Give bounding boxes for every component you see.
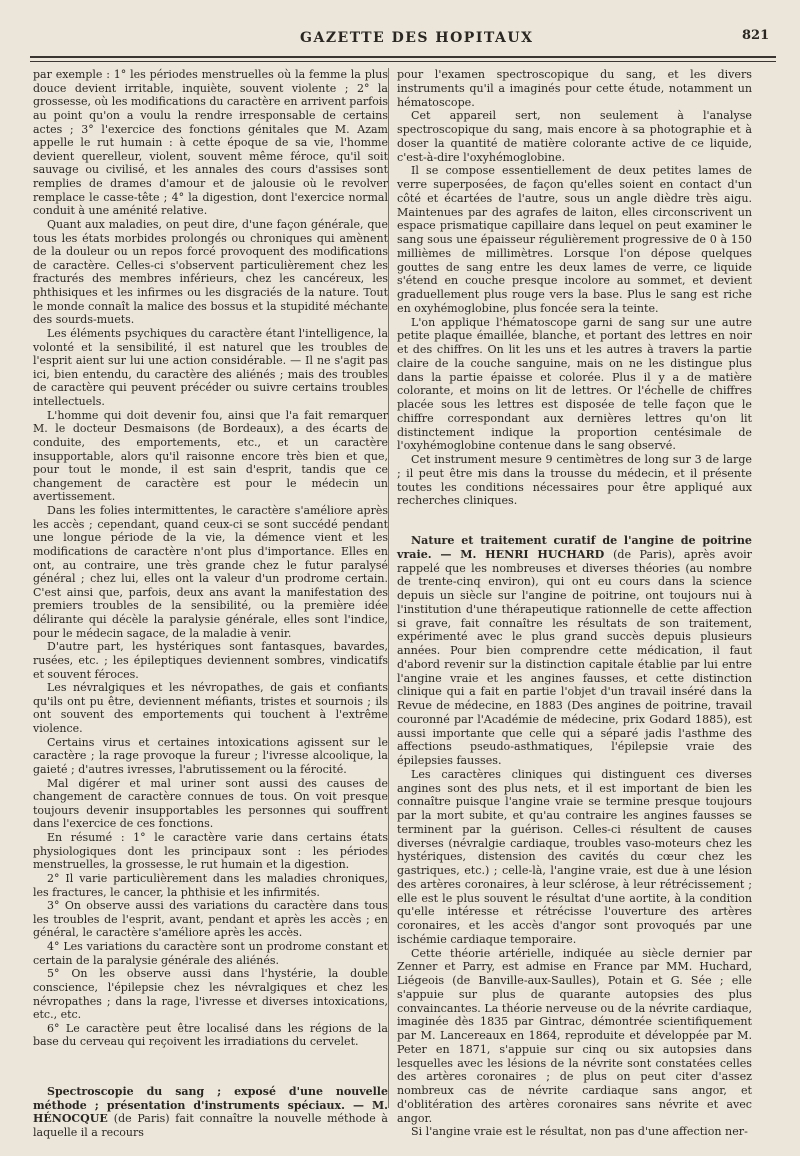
paragraph: 3° On observe aussi des variations du caractère dans tous les troubles de l'esprit, avant, pendant et après les accès ; en général, le caractère s'améliore après les accès. <box>33 899 388 940</box>
section-lead: (de Paris) fait connaître la nouvelle méthode à laquelle il a recours <box>33 1112 388 1139</box>
paragraph: L'on applique l'hématoscope garni de sang sur une autre petite plaque émaillée, blanche, et portant des lettres en noir et des chiffres. On lit les uns et les autres à travers la partie claire de la couche sanguine, mais on ne les distingue plus dans la partie épaisse et colorée. Plus il y a de matière colorante, et moins on lit de lettres. Or l'échelle de chiffres placée sous les lettres est disposée de telle façon que le chiffre correspondant aux dernières lettres qu'on lit distinctement indique la proportion centésimale de l'oxyhémoglobine contenue dans le sang observé. <box>397 315 752 453</box>
paragraph: Les caractères cliniques qui distinguent ces diverses angines sont des plus nets, et il est important de bien les connaître puisque l'angine vraie se termine presque toujours par la mort subite, et qu'au contraire les angines fausses se terminent par la guérison. Celles-ci résultent de causes diverses (névralgie cardiaque, troubles vaso-moteurs chez les hystériques, distension des cavités du cœur chez les gastriques, etc.) ; celle-là, l'angine vraie, est due à une lésion des artères coronaires, à leur sclérose, à leur rétrécissement ; elle est le plus souvent le résultat d'une aortite, à la condition qu'elle intéresse et rétrécisse l'ouverture des artères coronaires, et les accès d'angor sont provoqués par une ischémie cardiaque temporaire. <box>397 767 752 946</box>
right-column <box>397 68 752 1139</box>
paragraph: Cette théorie artérielle, indiquée au siècle dernier par Zenner et Parry, est admise en France par MM. Huchard, Liégeois (de Banville-aux-Saulles), Potain et G. Sée ; elle s'appuie sur plus de quarante autopsies des plus convaincantes. La théorie nerveuse ou de la névrite cardiaque, imaginée dès 1835 par Gintrac, démontrée scientifiquement par M. Lancereaux en 1864, reproduite et développée par M. Peter en 1871, s'appuie sur cinq ou six autopsies dans lesquelles avec les lésions de la névrite sont constatées celles des artères coronaires ; de plus on peut citer d'assez nombreux cas de névrite cardiaque sans angor, et d'oblitération des artères coronaires sans névrite et avec angor. <box>397 946 752 1125</box>
paragraph: Les éléments psychiques du caractère étant l'intelligence, la volonté et la sensibilité, il est naturel que les troubles de l'esprit aient sur lui une action considérable. — Il ne s'agit pas ici, bien entendu, du caractère des aliénés ; mais des troubles de caractère qui peuvent précéder ou suivre certains troubles intellectuels. <box>33 326 388 408</box>
paragraph: Mal digérer et mal uriner sont aussi des causes de changement de caractère connues de tous. On voit presque toujours devenir insupportables les personnes qui souffrent dans l'exercice de ces fonctions. <box>33 776 388 831</box>
section-author: — M. HÉNOCQUE <box>33 1098 388 1126</box>
section-title: Nature et traitement curatif de l'angine de poitrine vraie. <box>397 534 752 561</box>
section-author: — M. HENRI HUCHARD <box>440 547 605 561</box>
section-heading <box>33 1085 388 1140</box>
paragraph: 4° Les variations du caractère sont un prodrome constant et certain de la paralysie générale des aliénés. <box>33 940 388 967</box>
paragraph: 6° Le caractère peut être localisé dans les régions de la base du cerveau qui reçoivent les irradiations du cervelet. <box>33 1021 388 1049</box>
paragraph: Cet appareil sert, non seulement à l'analyse spectroscopique du sang, mais encore à sa photographie et à doser la quantité de matière colorante active de ce liquide, c'est-à-dire l'oxyhémoglobine. <box>397 109 752 164</box>
paragraph: Les névralgiques et les névropathes, de gais et confiants qu'ils ont pu être, deviennent méfiants, tristes et sournois ; ils ont souvent des emportements qui touchent à l'extrême violence. <box>33 681 388 735</box>
header-rule <box>30 56 776 58</box>
column-divider <box>388 68 389 1108</box>
paragraph: 2° Il varie particulièrement dans les maladies chroniques, les fractures, le cancer, la phthisie et les infirmités. <box>33 871 388 899</box>
paragraph: L'homme qui doit devenir fou, ainsi que l'a fait remarquer M. le docteur Desmaisons (de Bordeaux), a des écarts de conduite, des emportements, etc., et un caractère insupportable, alors qu'il raisonne encore très bien et que, pour tout le monde, il est sain d'esprit, tandis que ce changement de caractère est pour le médecin un avertissement. <box>33 408 388 504</box>
header-rule-thin <box>30 61 776 62</box>
paragraph: Cet instrument mesure 9 centimètres de long sur 3 de large ; il peut être mis dans la trousse du médecin, et il présente toutes les conditions nécessaires pour être appliqué aux recherches cliniques. <box>397 453 752 508</box>
running-head <box>0 26 800 52</box>
paragraph: Il se compose essentiellement de deux petites lames de verre superposées, de façon qu'elles soient en contact d'un côté et écartées de l'autre, sous un angle dièdre très aigu. Maintenues par des agrafes de laiton, elles circonscrivent un espace prismatique capillaire dans lequel on peut examiner le sang sous une épaisseur régulièrement progressive de 0 à 150 millièmes de millimètres. Lorsque l'on dépose quelques gouttes de sang entre les deux lames de verre, ce liquide s'étend en couche presque incolore au sommet, et devient graduellement plus rouge vers la base. Plus le sang est riche en oxyhémoglobine, plus foncée sera la teinte. <box>397 164 752 315</box>
left-column <box>33 68 388 1140</box>
paragraph: 5° On les observe aussi dans l'hystérie, la double conscience, l'épilepsie chez les névralgiques et chez les névropathes ; dans la rage, l'ivresse et diverses intoxications, etc., etc. <box>33 967 388 1022</box>
section-title: Spectroscopie du sang ; exposé d'une nouvelle méthode ; présentation d'instruments spéciaux. <box>33 1085 388 1112</box>
page-number: 821 <box>742 28 770 43</box>
paragraph: D'autre part, les hystériques sont fantasques, bavardes, rusées, etc. ; les épileptiques deviennent sombres, vindicatifs et souvent féroces. <box>33 640 388 681</box>
journal-title: GAZETTE DES HOPITAUX <box>300 30 534 46</box>
section-lead: (de Paris), après avoir rappelé que les nombreuses et diverses théories (au nombre de trente-cinq environ), qui ont eu cours dans la science depuis un siècle sur l'angine de poitrine, ont toujours nui à l'institution d'une thérapeutique rationnelle de cette affection si grave, fait connaître les résultats de son traitement, expérimenté avec le plus grand succès depuis plusieurs années. Pour bien comprendre cette médication, il faut d'abord revenir sur la distinction capitale établie par lui entre l'angine vraie et les angines fausses, et cette distinction clinique qui a fait en partie l'objet d'un travail inséré dans la Revue de médecine, en 1883 (Des angines de poitrine, travail couronné par l'Académie de médecine, prix Godard 1885), est aussi importante que celle qui a séparé jadis l'asthme des affections pseudo-asthmatiques, l'épilepsie vraie des épilepsies fausses. <box>397 547 752 767</box>
section-heading <box>397 534 752 768</box>
section-gap <box>397 508 752 520</box>
paragraph: pour l'examen spectroscopique du sang, et les divers instruments qu'il a imaginés pour cette étude, notamment un hématoscope. <box>397 68 752 109</box>
paragraph: par exemple : 1° les périodes menstruelles où la femme la plus douce devient irritable, inquiète, souvent violente ; 2° la grossesse, où les modifications du caractère en arrivent parfois au point qu'on a voulu la rendre irresponsable de certains actes ; 3° l'exercice des fonctions génitales que M. Azam appelle le rut humain : à cette époque de sa vie, l'homme devient querelleur, violent, souvent même féroce, qu'il soit sauvage ou civilisé, et les annales des cours d'assises sont remplies de drames d'amour et de jalousie où le revolver remplace le casse-tête ; 4° la digestion, dont l'exercice normal conduit à une aménité relative. <box>33 68 388 218</box>
paragraph: Dans les folies intermittentes, le caractère s'améliore après les accès ; cependant, quand ceux-ci se sont succédé pendant une longue période de la vie, la démence vient et les modifications de caractère n'ont plus d'importance. Elles en ont, au contraire, une très grande chez le futur paralysé général ; chez lui, elles ont la valeur d'un prodrome certain. C'est ainsi que, parfois, deux ans avant la manifestation des premiers troubles de la sensibilité, ou la première idée délirante qui décèle la paralysie générale, elles sont l'indice, pour le médecin sagace, de la maladie à venir. <box>33 504 388 640</box>
paragraph: Quant aux maladies, on peut dire, d'une façon générale, que tous les états morbides prolongés ou chroniques qui amènent de la douleur ou un repos forcé provoquent des modifications de caractère. Celles-ci s'observent particulièrement chez les fracturés des membres inférieurs, chez les cancéreux, les phthisiques et les infirmes ou les disgraciés de la nature. Tout le monde connaît la malice des bossus et la stupidité méchante des sourds-muets. <box>33 217 388 327</box>
paragraph: Si l'angine vraie est le résultat, non pas d'une affection ner- <box>411 1125 748 1139</box>
paragraph: En résumé : 1° le caractère varie dans certains états physiologiques dont les principaux sont : les périodes menstruelles, la grossesse, le rut humain et la digestion. <box>33 831 388 872</box>
paragraph: Certains virus et certaines intoxications agissent sur le caractère ; la rage provoque la fureur ; l'ivresse alcoolique, la gaieté ; d'autres ivresses, l'abrutissement ou la férocité. <box>33 735 388 776</box>
section-gap <box>33 1049 388 1071</box>
